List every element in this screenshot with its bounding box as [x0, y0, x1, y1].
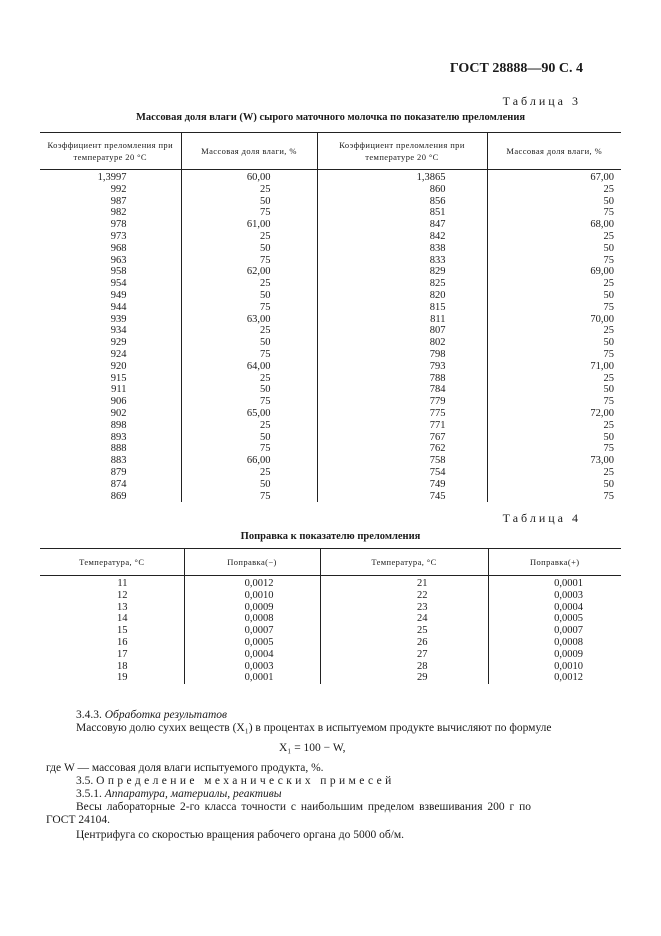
table-row — [40, 590, 621, 602]
table-cell: 784 — [317, 384, 487, 396]
table-cell: 954 — [110, 278, 127, 290]
table-cell: 820 — [317, 290, 487, 302]
table-cell: 982 — [110, 207, 127, 219]
table-cell: 973 — [110, 230, 127, 242]
table-cell: 893 — [110, 431, 127, 443]
table-cell: 1,3865 — [317, 170, 487, 184]
table-row — [40, 396, 621, 408]
table-cell: 0,0007 — [488, 625, 621, 637]
table4 — [40, 548, 621, 684]
table-cell: 14 — [117, 613, 128, 625]
table-cell: 29 — [320, 672, 488, 684]
table-cell: 0,0012 — [184, 576, 320, 590]
table-cell: 50 — [181, 337, 317, 349]
table-cell: 939 — [110, 313, 127, 325]
table-cell: 793 — [317, 361, 487, 373]
table-cell: 15 — [117, 625, 128, 637]
table-cell: 17 — [117, 648, 128, 660]
table-cell: 888 — [110, 443, 127, 455]
table-cell: 50 — [181, 243, 317, 255]
table-row — [40, 672, 621, 684]
table3-header: Массовая доля влаги, % — [181, 133, 317, 170]
table-row — [40, 184, 621, 196]
table4-header: Поправка(−) — [184, 549, 320, 576]
table-cell: 13 — [117, 601, 128, 613]
table-cell: 811 — [317, 314, 487, 326]
paragraph-centrifuge: Центрифуга со скоростью вращения рабочего органа до 5000 об/м. — [76, 829, 405, 841]
table-cell: 879 — [110, 466, 127, 478]
table-cell: 67,00 — [487, 170, 621, 184]
table-cell: 762 — [317, 443, 487, 455]
table-row — [40, 420, 621, 432]
table-cell: 25 — [320, 625, 488, 637]
table-cell: 50 — [487, 196, 621, 208]
table-cell: 63,00 — [181, 314, 317, 326]
table-row — [40, 455, 621, 467]
table-cell: 842 — [317, 231, 487, 243]
table-row — [40, 325, 621, 337]
table-cell: 50 — [181, 384, 317, 396]
table-cell: 0,0010 — [488, 661, 621, 673]
table-cell: 75 — [181, 396, 317, 408]
table-cell: 856 — [317, 196, 487, 208]
table-row — [40, 649, 621, 661]
table-row — [40, 602, 621, 614]
paragraph-where: где W — массовая доля влаги испытуемого продукта, %. — [46, 762, 324, 774]
table-row — [40, 266, 621, 278]
table4-title: Поправка к показателю преломления — [240, 531, 421, 542]
table-cell: 749 — [317, 479, 487, 491]
table-row — [40, 290, 621, 302]
table-cell: 68,00 — [487, 219, 621, 231]
table-cell: 71,00 — [487, 361, 621, 373]
table-row — [40, 625, 621, 637]
table-cell: 934 — [110, 325, 127, 337]
table-row — [40, 408, 621, 420]
table-cell: 911 — [111, 384, 127, 396]
table-cell: 0,0005 — [184, 637, 320, 649]
table-cell: 745 — [317, 491, 487, 503]
table4-header: Температура, °С — [40, 549, 184, 576]
table-cell: 978 — [110, 219, 127, 231]
table-cell: 22 — [320, 590, 488, 602]
table-cell: 0,0009 — [488, 649, 621, 661]
table-cell: 0,0004 — [184, 649, 320, 661]
table-row — [40, 255, 621, 267]
table-cell: 16 — [117, 636, 128, 648]
table-row — [40, 219, 621, 231]
table-cell: 50 — [181, 479, 317, 491]
table-cell: 25 — [181, 325, 317, 337]
table-cell: 25 — [487, 373, 621, 385]
table-cell: 50 — [487, 337, 621, 349]
table-cell: 65,00 — [181, 408, 317, 420]
table-row — [40, 479, 621, 491]
table-cell: 958 — [110, 266, 127, 278]
section-title: Определение механических примесей — [96, 775, 395, 787]
table-row — [40, 373, 621, 385]
table-cell: 807 — [317, 325, 487, 337]
table-cell: 23 — [320, 602, 488, 614]
table-cell: 0,0003 — [488, 590, 621, 602]
table-cell: 963 — [110, 254, 127, 266]
table-cell: 25 — [181, 231, 317, 243]
table-row — [40, 243, 621, 255]
table-cell: 26 — [320, 637, 488, 649]
table-cell: 0,0012 — [488, 672, 621, 684]
table-cell: 902 — [110, 407, 127, 419]
table-cell: 0,0008 — [184, 613, 320, 625]
table-row — [40, 278, 621, 290]
table-cell: 915 — [110, 372, 127, 384]
table-cell: 66,00 — [181, 455, 317, 467]
table-cell: 898 — [110, 419, 127, 431]
table-cell: 0,0001 — [184, 672, 320, 684]
section-number: 3.4.3. — [76, 709, 102, 721]
table3-header: Массовая доля влаги, % — [487, 133, 621, 170]
table-row — [40, 491, 621, 503]
table-row — [40, 384, 621, 396]
table-cell: 771 — [317, 420, 487, 432]
table-cell: 25 — [487, 325, 621, 337]
table-row — [40, 231, 621, 243]
section-number: 3.5.1. — [76, 788, 102, 800]
table-cell: 19 — [117, 672, 128, 684]
table-row — [40, 207, 621, 219]
table-cell: 987 — [110, 195, 127, 207]
table-cell: 75 — [181, 349, 317, 361]
table-cell: 61,00 — [181, 219, 317, 231]
table-cell: 825 — [317, 278, 487, 290]
table-cell: 992 — [110, 183, 127, 195]
table-cell: 50 — [487, 479, 621, 491]
table-cell: 0,0003 — [184, 661, 320, 673]
table-cell: 25 — [181, 467, 317, 479]
table-cell: 883 — [110, 455, 127, 467]
table-row — [40, 613, 621, 625]
table-cell: 75 — [181, 302, 317, 314]
table-row — [40, 443, 621, 455]
table-cell: 1,3997 — [97, 172, 127, 183]
table-cell: 50 — [487, 432, 621, 444]
section-title: Аппаратура, материалы, реактивы — [104, 788, 282, 800]
table-cell: 968 — [110, 242, 127, 254]
table-cell: 50 — [487, 290, 621, 302]
table-cell: 25 — [181, 184, 317, 196]
table-cell: 75 — [487, 255, 621, 267]
table-cell: 860 — [317, 184, 487, 196]
table-row — [40, 314, 621, 326]
table-cell: 0,0004 — [488, 602, 621, 614]
table-cell: 75 — [487, 443, 621, 455]
table-cell: 24 — [320, 613, 488, 625]
table-row — [40, 337, 621, 349]
table-cell: 25 — [487, 278, 621, 290]
section-title: Обработка результатов — [104, 709, 227, 721]
table-cell: 64,00 — [181, 361, 317, 373]
table3-header: Коэффициент преломления при температуре 20 °С — [40, 133, 181, 170]
table-cell: 0,0010 — [184, 590, 320, 602]
table-cell: 767 — [317, 432, 487, 444]
table-cell: 62,00 — [181, 266, 317, 278]
table-cell: 0,0009 — [184, 602, 320, 614]
formula: X₁ = 100 − W, — [279, 742, 346, 754]
table-cell: 929 — [110, 337, 127, 349]
table-cell: 50 — [181, 432, 317, 444]
table-cell: 920 — [110, 360, 127, 372]
table-cell: 829 — [317, 266, 487, 278]
table-cell: 758 — [317, 455, 487, 467]
table-cell: 779 — [317, 396, 487, 408]
table4-label: Таблица 4 — [502, 511, 581, 525]
table-cell: 798 — [317, 349, 487, 361]
table-cell: 60,00 — [181, 170, 317, 184]
table-row — [40, 302, 621, 314]
table-cell: 50 — [487, 243, 621, 255]
table-row — [40, 361, 621, 373]
table-cell: 869 — [110, 490, 127, 502]
table-cell: 25 — [487, 420, 621, 432]
table3-label: Таблица 3 — [502, 94, 581, 108]
table-cell: 75 — [487, 491, 621, 503]
table-cell: 75 — [487, 396, 621, 408]
page-header: ГОСТ 28888—90 С. 4 — [449, 61, 583, 76]
table-cell: 50 — [181, 196, 317, 208]
table-row — [40, 170, 621, 184]
table-cell: 874 — [110, 478, 127, 490]
table-cell: 0,0001 — [488, 576, 621, 590]
table4-header: Температура, °С — [320, 549, 488, 576]
table3 — [40, 132, 621, 502]
table-cell: 754 — [317, 467, 487, 479]
table-cell: 0,0008 — [488, 637, 621, 649]
table-row — [40, 637, 621, 649]
table-cell: 25 — [181, 278, 317, 290]
table-row — [40, 661, 621, 673]
table-cell: 27 — [320, 649, 488, 661]
table-cell: 949 — [110, 289, 127, 301]
table3-title: Массовая доля влаги (W) сырого маточного молочка по показателю преломления — [135, 112, 526, 123]
table-cell: 25 — [181, 373, 317, 385]
table-cell: 50 — [181, 290, 317, 302]
table-cell: 25 — [487, 184, 621, 196]
table-cell: 75 — [181, 207, 317, 219]
table-cell: 75 — [487, 207, 621, 219]
table-cell: 70,00 — [487, 314, 621, 326]
table-cell: 788 — [317, 373, 487, 385]
table-cell: 25 — [487, 467, 621, 479]
paragraph-scales-standard: ГОСТ 24104. — [46, 814, 111, 826]
section-number: 3.5. — [76, 775, 94, 787]
table-cell: 75 — [487, 349, 621, 361]
table-cell: 847 — [317, 219, 487, 231]
table-cell: 28 — [320, 661, 488, 673]
table-cell: 25 — [487, 231, 621, 243]
table-cell: 25 — [181, 420, 317, 432]
table-row — [40, 349, 621, 361]
table-cell: 72,00 — [487, 408, 621, 420]
table-cell: 75 — [181, 443, 317, 455]
table-cell: 906 — [110, 396, 127, 408]
table-cell: 18 — [117, 660, 128, 672]
table-cell: 21 — [320, 576, 488, 590]
table4-header: Поправка(+) — [488, 549, 621, 576]
table-row — [40, 432, 621, 444]
table-cell: 50 — [487, 384, 621, 396]
table-cell: 69,00 — [487, 266, 621, 278]
paragraph-scales: Весы лабораторные 2-го класса точности с наибольшим пределом взвешивания 200 г по — [76, 801, 532, 813]
table-cell: 833 — [317, 255, 487, 267]
table-cell: 75 — [181, 491, 317, 503]
table-row — [40, 576, 621, 590]
paragraph-dry-matter: Массовую долю сухих веществ (X₁) в процентах в испытуемом продукте вычисляют по формуле — [76, 722, 552, 734]
table-cell: 838 — [317, 243, 487, 255]
table-cell: 924 — [110, 348, 127, 360]
table-cell: 851 — [317, 207, 487, 219]
table-cell: 802 — [317, 337, 487, 349]
table-cell: 815 — [317, 302, 487, 314]
table-row — [40, 196, 621, 208]
table-cell: 0,0005 — [488, 613, 621, 625]
table-cell: 75 — [487, 302, 621, 314]
table-cell: 73,00 — [487, 455, 621, 467]
table-cell: 75 — [181, 255, 317, 267]
table-row — [40, 467, 621, 479]
table-cell: 11 — [117, 578, 128, 589]
table3-header: Коэффициент преломления при температуре 20 °С — [317, 133, 487, 170]
table-cell: 0,0007 — [184, 625, 320, 637]
table-cell: 944 — [110, 301, 127, 313]
table-cell: 12 — [117, 589, 128, 601]
table-cell: 775 — [317, 408, 487, 420]
